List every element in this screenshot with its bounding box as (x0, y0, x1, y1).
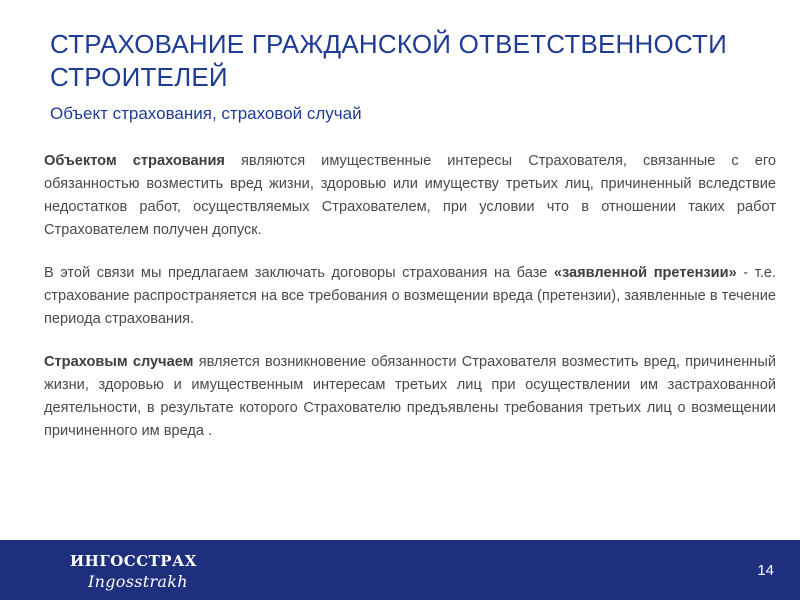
paragraph-text: является возникновение обязанности Страхователя возместить вред, причиненный жизни, здоровью и имущественным интересам третьих лиц при осуществлении им застрахованной деятельности, в результате которого Страхователю предъявлены требования третьих лиц о возмещении причиненного им вреда . (44, 354, 776, 439)
slide-subtitle: Объект страхования, страховой случай (50, 104, 362, 123)
logo-wordmark: ИНГОССТРАХ (70, 552, 197, 570)
page-number: 14 (757, 562, 774, 579)
company-logo (70, 550, 210, 594)
paragraph-text: являются имущественные интересы Страхователя, связанные с его обязанностью возместить вред жизни, здоровью или имуществу третьих лиц, причиненный вследствие недостатков работ, осуществляемых Страхователем, при условии что в отношении таких работ Страхователем получен допуск. (44, 153, 776, 238)
slide-content (44, 150, 776, 443)
paragraph-text: В этой связи мы предлагаем заключать договоры страхования на базе (44, 265, 554, 281)
footer-bar (0, 540, 800, 600)
term-claims-made: «заявленной претензии» (553, 265, 737, 281)
paragraph-insurance-object (44, 150, 776, 242)
term-insured-event: Страховым случаем (44, 354, 194, 370)
slide-title: СТРАХОВАНИЕ ГРАЖДАНСКОЙ ОТВЕТСТВЕННОСТИ СТРОИТЕЛЕЙ (50, 29, 728, 92)
logo-script: Ingosstrakh (88, 572, 188, 591)
paragraph-claims-made-basis (44, 262, 776, 331)
paragraph-text: - т.е. страхование распространяется на все требования о возмещении вреда (претензии), заявленные в течение периода страхования. (44, 265, 776, 327)
paragraph-insured-event (44, 351, 776, 443)
term-insurance-object: Объектом страхования (44, 153, 225, 169)
